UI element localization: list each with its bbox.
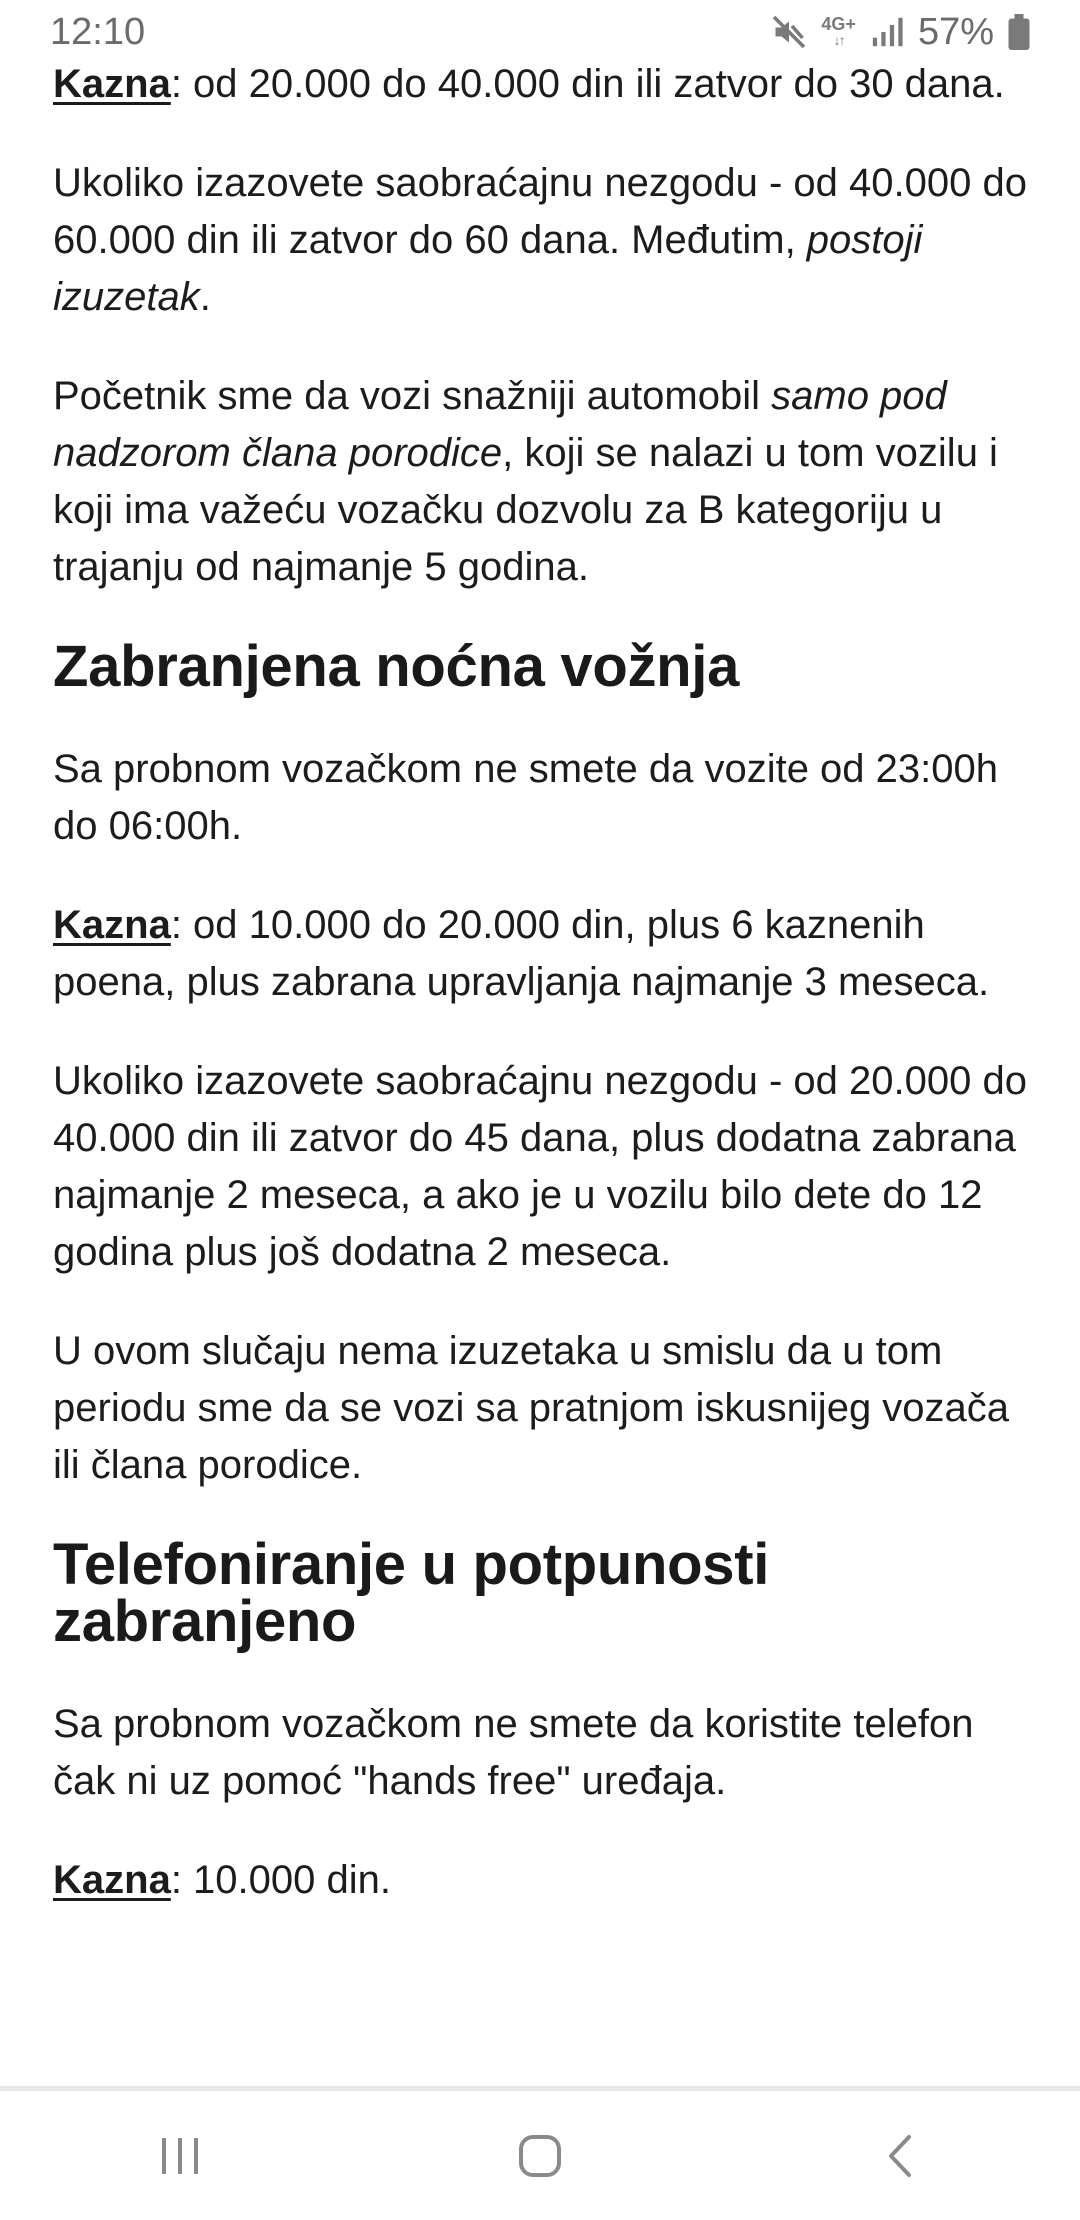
paragraph-end: .	[199, 275, 211, 319]
status-bar	[0, 0, 1080, 64]
paragraph-penalty-1	[53, 56, 1028, 113]
paragraph-text-cont: , koji se nalazi u tom vozilu i koji ima važeću vozačku dozvolu za B kategoriju u trajanju od najmanje 5 godina.	[53, 431, 998, 589]
supervision-emphasis: samo pod nadzorom člana porodice	[53, 374, 947, 475]
penalty-label: Kazna	[53, 1858, 171, 1902]
paragraph-text: Početnik sme da vozi snažniji automobil	[53, 374, 772, 418]
status-icons	[771, 11, 1030, 54]
battery-percent: 57%	[917, 10, 994, 53]
data-arrows-icon: ↓↑	[833, 32, 844, 48]
back-button[interactable]	[840, 2106, 960, 2206]
status-time: 12:10	[50, 10, 146, 53]
paragraph-exception	[53, 368, 1028, 596]
battery-icon	[1008, 14, 1030, 50]
network-indicator	[821, 16, 856, 48]
article-content	[53, 56, 1028, 1951]
recents-button[interactable]	[120, 2106, 240, 2206]
paragraph-accident-2: Ukoliko izazovete saobraćajnu nezgodu - od 20.000 do 40.000 din ili zatvor do 45 dana, plus dodatna zabrana najmanje 2 meseca, a ako je u vozilu bilo dete do 12 godina plus još dodatna 2 meseca.	[53, 1059, 1027, 1274]
penalty-label: Kazna	[53, 62, 171, 106]
paragraph-night-rule: Sa probnom vozačkom ne smete da vozite od 23:00h do 06:00h.	[53, 747, 998, 848]
paragraph-text: Ukoliko izazovete saobraćajnu nezgodu - od 40.000 do 60.000 din ili zatvor do 60 dana. Međutim,	[53, 161, 1027, 262]
exception-emphasis: postoji izuzetak	[53, 218, 923, 319]
heading-phone-ban: Telefoniranje u potpunosti zabranjeno	[53, 1532, 770, 1654]
recents-icon	[158, 2136, 202, 2176]
signal-icon	[870, 15, 904, 49]
paragraph-penalty-2	[53, 897, 1028, 1011]
heading-night-driving: Zabranjena noćna vožnja	[53, 634, 740, 699]
penalty-text: : od 10.000 do 20.000 din, plus 6 kaznenih poena, plus zabrana upravljanja najmanje 3 meseca.	[53, 903, 990, 1004]
penalty-text: : od 20.000 do 40.000 din ili zatvor do 30 dana.	[170, 62, 1005, 106]
paragraph-penalty-3	[53, 1852, 1028, 1909]
home-icon	[517, 2133, 563, 2179]
navigation-bar	[0, 2091, 1080, 2220]
back-icon	[885, 2133, 915, 2179]
penalty-label: Kazna	[53, 903, 171, 947]
penalty-text: : 10.000 din.	[170, 1858, 391, 1902]
network-label: 4G+	[821, 14, 856, 34]
paragraph-accident-1	[53, 155, 1028, 326]
paragraph-no-exception: U ovom slučaju nema izuzetaka u smislu da u tom periodu sme da se vozi sa pratnjom iskusnijeg vozača ili člana porodice.	[53, 1329, 1010, 1487]
mute-icon	[771, 14, 807, 50]
home-button[interactable]	[480, 2106, 600, 2206]
paragraph-phone-rule: Sa probnom vozačkom ne smete da koristite telefon čak ni uz pomoć "hands free" uređaja.	[53, 1702, 974, 1803]
